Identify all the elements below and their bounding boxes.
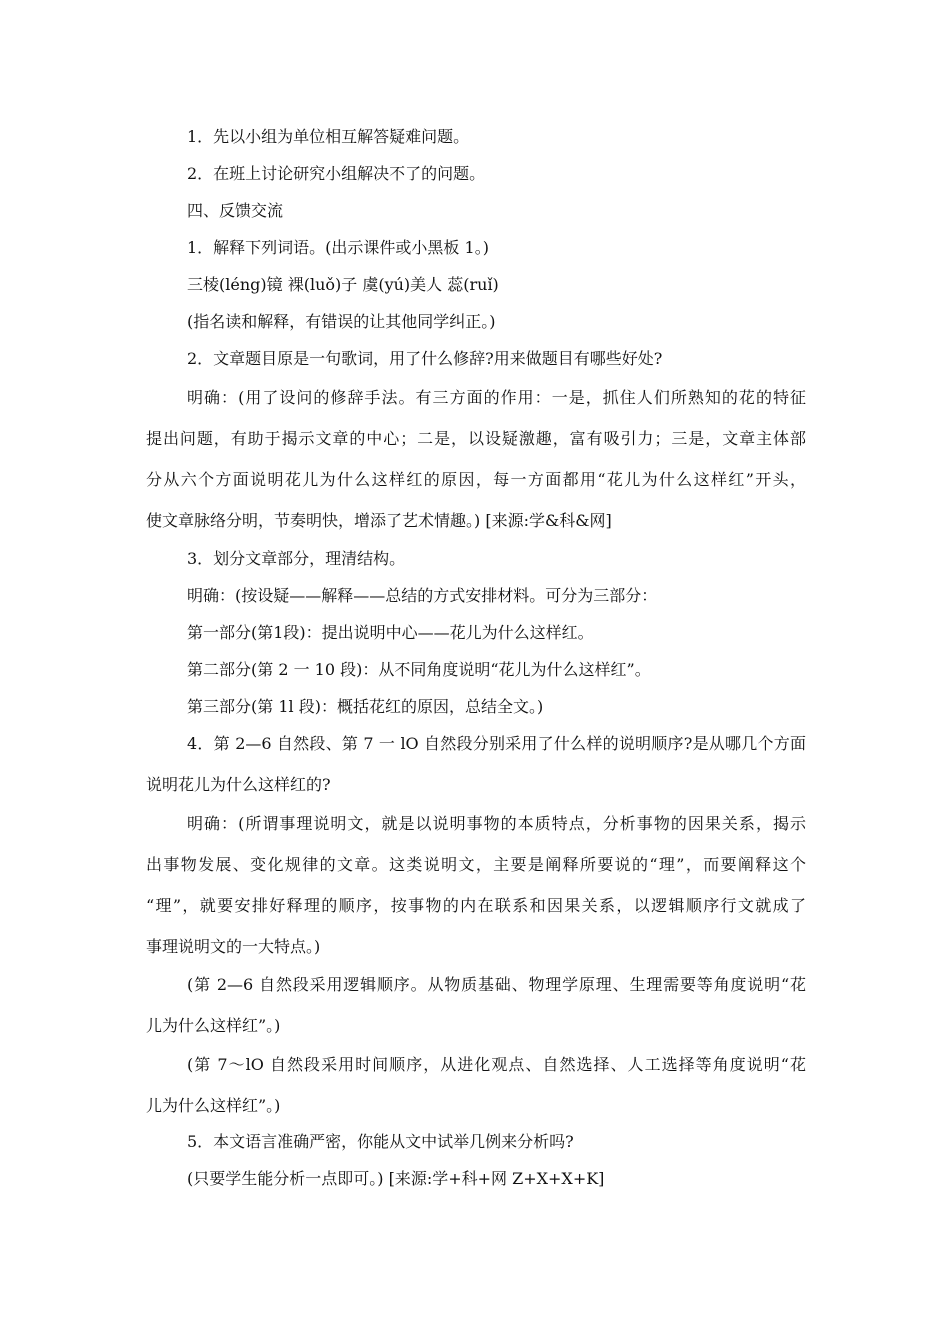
answer-4-line-1: 明确：(所谓事理说明文，就是以说明事物的本质特点，分析事物的因果关系，揭示	[187, 814, 806, 833]
question-5: 5．本文语言准确严密，你能从文中试举几例来分析吗?	[187, 1132, 574, 1151]
answer-3-line-1: 明确：(按设疑——解释——总结的方式安排材料。可分为三部分：	[187, 586, 658, 605]
answer-2-line-2: 提出问题，有助于揭示文章的中心；二是，以设疑激趣，富有吸引力；三是，文章主体部	[146, 429, 806, 448]
answer-4-line-3: “理”，就要安排好释理的顺序，按事物的内在联系和因果关系，以逻辑顺序行文就成了	[146, 896, 806, 915]
answer-2-line-3: 分从六个方面说明花儿为什么这样红的原因，每一方面都用“花儿为什么这样红”开头，	[146, 470, 806, 489]
question-4-line-2: 说明花儿为什么这样红的?	[146, 775, 331, 794]
answer-4-line-4: 事理说明文的一大特点。)	[146, 937, 321, 956]
answer-3-part-3: 第三部分(第 1l 段)：概括花红的原因，总结全文。)	[187, 697, 544, 716]
instruction-note: (指名读和解释，有错误的让其他同学纠正。)	[187, 312, 496, 331]
answer-2-line-4: 使文章脉络分明，节奏明快，增添了艺术情趣。) [来源:学&科&网]	[146, 511, 612, 530]
list-item-step-1: 1．先以小组为单位相互解答疑难问题。	[187, 127, 470, 146]
answer-4-note-1-line-2: 儿为什么这样红”。)	[146, 1016, 281, 1035]
question-2: 2．文章题目原是一句歌词，用了什么修辞?用来做题目有哪些好处?	[187, 349, 663, 368]
answer-3-part-1: 第一部分(第1段)：提出说明中心——花儿为什么这样红。	[187, 623, 594, 642]
question-1: 1．解释下列词语。(出示课件或小黑板 1。)	[187, 238, 489, 257]
question-3: 3．划分文章部分，理清结构。	[187, 549, 406, 568]
answer-4-line-2: 出事物发展、变化规律的文章。这类说明文，主要是阐释所要说的“理”，而要阐释这个	[146, 855, 806, 874]
answer-4-note-2-line-2: 儿为什么这样红”。)	[146, 1096, 281, 1115]
answer-4-note-1-line-1: (第 2—6 自然段采用逻辑顺序。从物质基础、物理学原理、生理需要等角度说明“花	[187, 975, 806, 994]
vocabulary-line: 三棱(léng)镜 裸(luǒ)子 虞(yú)美人 蕊(ruǐ)	[187, 275, 499, 294]
answer-2-line-1: 明确：(用了设问的修辞手法。有三方面的作用：一是，抓住人们所熟知的花的特征	[187, 388, 806, 407]
answer-3-part-2: 第二部分(第 2 一 10 段)：从不同角度说明“花儿为什么这样红”。	[187, 660, 651, 679]
question-4-line-1: 4．第 2—6 自然段、第 7 一 lO 自然段分别采用了什么样的说明顺序?是从哪几个方面	[187, 734, 806, 753]
answer-5: (只要学生能分析一点即可。) [来源:学+科+网 Z+X+X+K]	[187, 1169, 605, 1188]
list-item-step-2: 2．在班上讨论研究小组解决不了的问题。	[187, 164, 486, 183]
section-heading: 四、反馈交流	[187, 201, 284, 220]
answer-4-note-2-line-1: (第 7～lO 自然段采用时间顺序，从进化观点、自然选择、人工选择等角度说明“花	[187, 1055, 806, 1074]
